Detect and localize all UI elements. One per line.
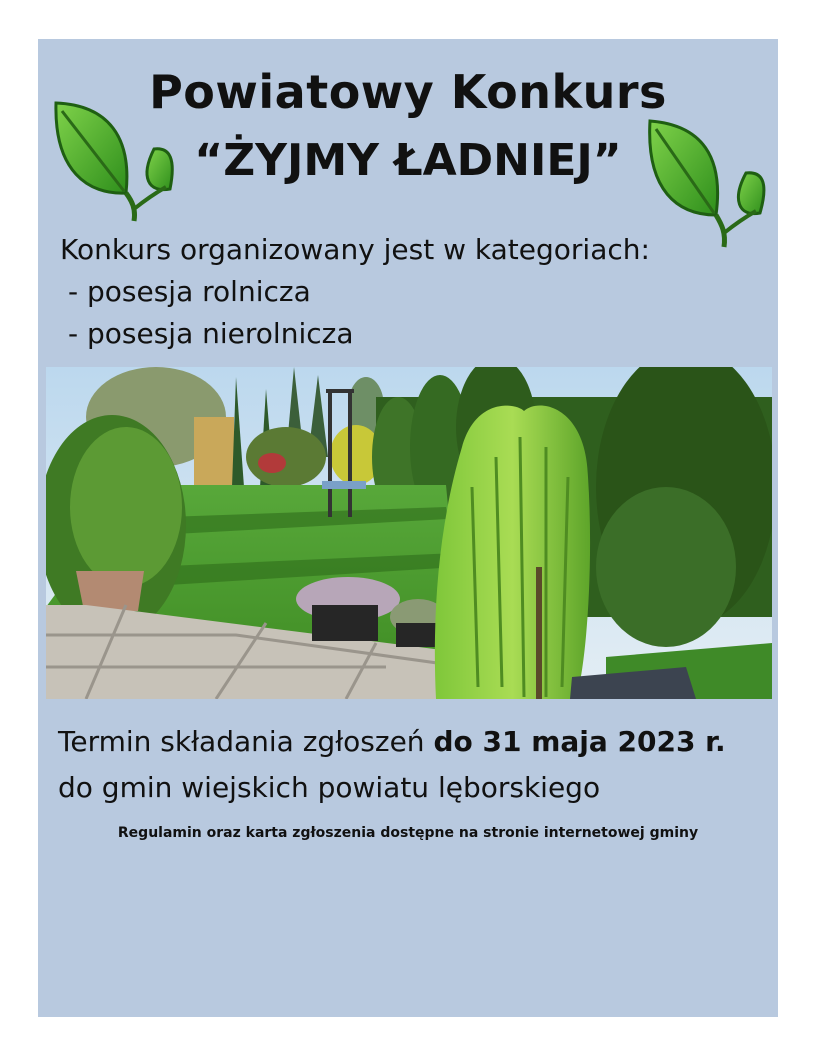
regulations-note: Regulamin oraz karta zgłoszenia dostępne na stronie internetowej gminy [117, 825, 699, 841]
categories-section [60, 229, 650, 355]
categories-heading: Konkurs organizowany jest w kategoriach: [60, 233, 650, 266]
category-item: - posesja rolnicza [68, 275, 311, 308]
garden-photo [46, 367, 772, 699]
category-item: - posesja nierolnicza [68, 317, 354, 350]
poster-title: Powiatowy Konkurs [149, 65, 667, 119]
deadline-date: do 31 maja 2023 r. [433, 725, 726, 758]
deadline-info [58, 719, 726, 811]
contest-name: “ŻYJMY ŁADNIEJ” [194, 135, 622, 186]
poster [38, 39, 778, 1017]
deadline-line [58, 719, 726, 765]
deadline-recipient: do gmin wiejskich powiatu lęborskiego [58, 771, 601, 804]
deadline-prefix: Termin składania zgłoszeń [58, 725, 434, 758]
